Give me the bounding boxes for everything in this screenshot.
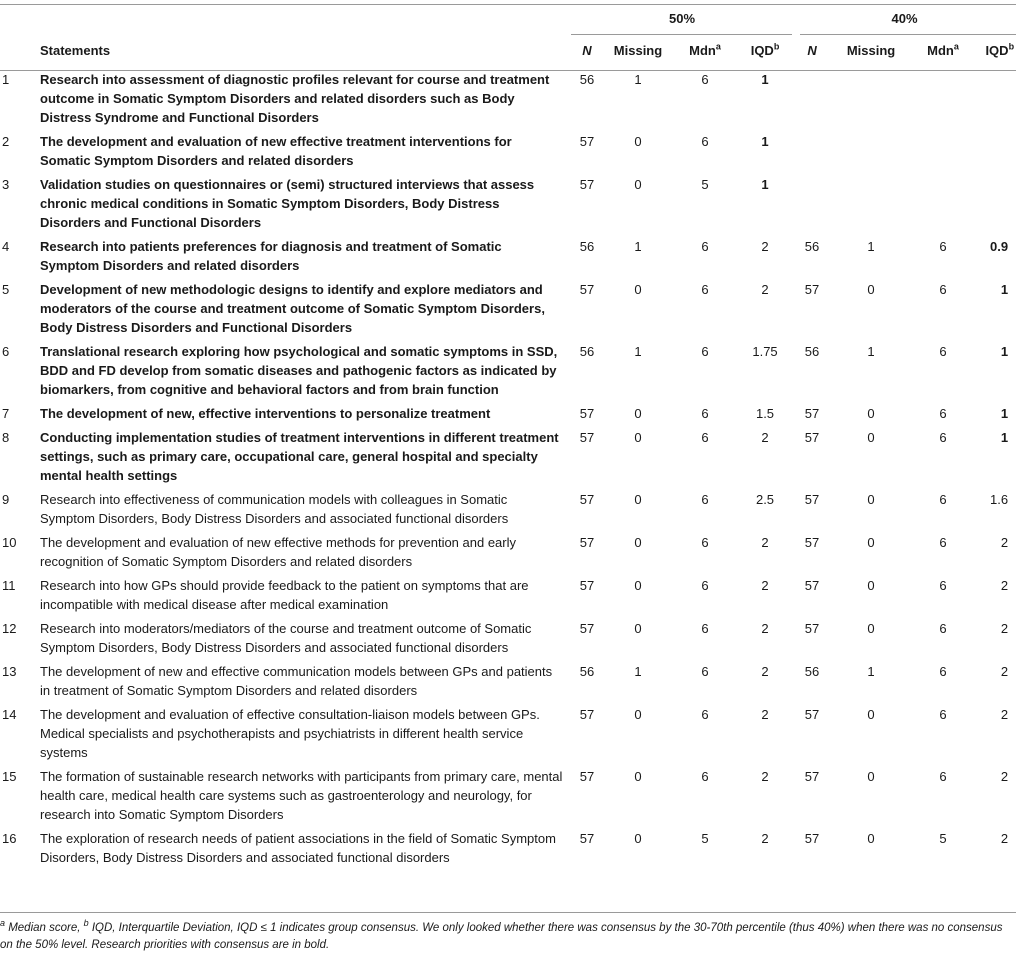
- header-missing-50: Missing: [613, 42, 663, 58]
- header-index: [0, 32, 40, 68]
- cell-missing-50: 1: [634, 664, 642, 679]
- cell-n-40: 57: [804, 621, 820, 636]
- cell-iqd-40: [975, 173, 1016, 235]
- row-index: 15: [2, 769, 17, 784]
- cell-missing-40: [831, 130, 911, 173]
- row-index: 13: [2, 664, 17, 679]
- cell-n-50: 57: [579, 406, 595, 421]
- row-index: 8: [2, 430, 10, 445]
- statement-text: The development of new and effective communication models between GPs and patients in treatment of Somatic Symptom Disorders and related disorders: [40, 664, 553, 698]
- cell-missing-50: 0: [634, 621, 642, 636]
- cell-n-50: 57: [579, 430, 595, 445]
- footnote-sup-a: a: [0, 918, 6, 929]
- cell-iqd-50: 2: [761, 239, 769, 254]
- cell-mdn-50: 6: [701, 134, 709, 149]
- cell-missing-40: 0: [867, 406, 875, 421]
- cell-n-50: 57: [579, 535, 595, 550]
- cell-n-40: 56: [804, 664, 820, 679]
- statement-text: The exploration of research needs of patient associations in the field of Somatic Symptom Disorders, Body Distress Disorders and associated functional disorders: [40, 831, 556, 865]
- cell-mdn-50: 6: [701, 239, 709, 254]
- cell-iqd-50: 2: [761, 831, 769, 846]
- row-index: 6: [2, 344, 10, 359]
- table-row: [0, 488, 1016, 531]
- cell-missing-40: 1: [867, 239, 875, 254]
- row-index: 2: [2, 134, 10, 149]
- cell-missing-50: 0: [634, 177, 642, 192]
- cell-n-50: 57: [579, 578, 595, 593]
- cell-iqd-40: 1: [1000, 282, 1009, 297]
- cell-missing-40: 0: [867, 707, 875, 722]
- cell-missing-50: 1: [634, 239, 642, 254]
- cell-iqd-50: 2: [761, 769, 769, 784]
- cell-n-40: 56: [804, 239, 820, 254]
- cell-mdn-50: 5: [701, 177, 709, 192]
- cell-mdn-50: 6: [701, 344, 709, 359]
- cell-n-50: 57: [579, 177, 595, 192]
- cell-iqd-40: 2: [1000, 535, 1009, 550]
- cell-n-40: 57: [804, 578, 820, 593]
- cell-n-40: 57: [804, 430, 820, 445]
- cell-mdn-50: 6: [701, 621, 709, 636]
- footnote-text-a: Median score,: [5, 922, 84, 934]
- cell-mdn-50: 6: [701, 707, 709, 722]
- cell-missing-40: 0: [867, 492, 875, 507]
- table-row: [0, 765, 1016, 827]
- cell-mdn-50: 5: [701, 831, 709, 846]
- cell-mdn-40: 6: [939, 578, 947, 593]
- cell-iqd-40: 2: [1000, 578, 1009, 593]
- cell-n-40: [793, 130, 831, 173]
- cell-n-50: 56: [579, 664, 595, 679]
- table-row: [0, 402, 1016, 426]
- cell-iqd-50: 1.75: [752, 344, 778, 359]
- row-index: 12: [2, 621, 17, 636]
- statement-text: Development of new methodologic designs to identify and explore mediators and moderators of the course and treatment outcome of Somatic Symptom Disorders, Body Distress Disorders and Functional Disorders: [40, 282, 545, 335]
- row-index: 5: [2, 282, 10, 297]
- cell-iqd-50: 1: [761, 177, 769, 192]
- header-missing-40: Missing: [846, 42, 896, 58]
- cell-iqd-40: [975, 68, 1016, 130]
- statement-text: Research into moderators/mediators of the course and treatment outcome of Somatic Symptom Disorders, Body Distress Disorders and associated functional disorders: [40, 621, 532, 655]
- cell-iqd-50: 1: [761, 134, 769, 149]
- header-iqd-label: IQD: [750, 42, 774, 58]
- cell-iqd-50: 2.5: [755, 492, 775, 507]
- cell-missing-50: 0: [634, 430, 642, 445]
- cell-iqd-50: 2: [761, 664, 769, 679]
- table-row: [0, 68, 1016, 130]
- cell-missing-50: 0: [634, 492, 642, 507]
- footnote-text-b: IQD, Interquartile Deviation, IQD ≤ 1 indicates group consensus. We only looked whether there was consensus by the 30-70th percentile (thus 40%) when there was no consensus on the 50% level. Research priorities with consensus are in bold.: [0, 922, 1003, 951]
- cell-n-40: 57: [804, 492, 820, 507]
- cell-mdn-50: 6: [701, 282, 709, 297]
- cell-n-50: 56: [579, 239, 595, 254]
- footnote-sup-b: b: [83, 918, 89, 929]
- cell-missing-50: 0: [634, 535, 642, 550]
- table-row: [0, 574, 1016, 617]
- cell-n-40: 57: [804, 769, 820, 784]
- cell-mdn-50: 6: [701, 578, 709, 593]
- header-iqd-40: [975, 32, 1016, 68]
- table-row: [0, 130, 1016, 173]
- statement-text: The development and evaluation of effective consultation-liaison models between GPs. Medical specialists and psychotherapists and psychiatrists in different health service systems: [40, 707, 540, 760]
- cell-mdn-40: 6: [939, 492, 947, 507]
- cell-iqd-40: [975, 130, 1016, 173]
- table-row: [0, 827, 1016, 870]
- cell-iqd-40: 1: [1000, 344, 1009, 359]
- header-statements: Statements: [40, 42, 111, 58]
- cell-iqd-40: 1.6: [989, 492, 1009, 507]
- cell-mdn-40: 6: [939, 535, 947, 550]
- cell-mdn-50: 6: [701, 664, 709, 679]
- header-spacer: [40, 0, 571, 32]
- cell-mdn-50: 6: [701, 769, 709, 784]
- footnote-marker-b: b: [1008, 41, 1015, 52]
- cell-missing-50: 0: [634, 578, 642, 593]
- header-spacer: [0, 0, 40, 32]
- cell-mdn-40: [911, 130, 975, 173]
- cell-iqd-40: 2: [1000, 707, 1009, 722]
- cell-missing-40: 0: [867, 831, 875, 846]
- header-mdn-40: [911, 32, 975, 68]
- cell-mdn-40: 6: [939, 282, 947, 297]
- cell-iqd-50: 2: [761, 578, 769, 593]
- statement-text: Translational research exploring how psychological and somatic symptoms in SSD, BDD and FD develop from somatic diseases and pathogenic factors as indicated by biomarkers, from cognitive and behavioral factors and from brain function: [40, 344, 558, 397]
- header-n-50: N: [582, 42, 592, 58]
- row-index: 4: [2, 239, 10, 254]
- cell-missing-50: 0: [634, 406, 642, 421]
- cell-iqd-40: 2: [1000, 664, 1009, 679]
- cell-mdn-50: 6: [701, 430, 709, 445]
- cell-mdn-40: 6: [939, 430, 947, 445]
- cell-missing-50: 0: [634, 134, 642, 149]
- header-iqd-label: IQD: [985, 42, 1009, 58]
- cell-n-40: 56: [804, 344, 820, 359]
- footnote-marker-b: b: [773, 41, 780, 52]
- row-index: 11: [2, 578, 16, 593]
- cell-missing-50: 0: [634, 707, 642, 722]
- cell-missing-40: 0: [867, 621, 875, 636]
- cell-missing-40: 0: [867, 769, 875, 784]
- statement-text: The development of new, effective interventions to personalize treatment: [40, 406, 491, 421]
- cell-mdn-40: 6: [939, 707, 947, 722]
- group-header-50: 50%: [669, 11, 696, 26]
- cell-iqd-40: 2: [1000, 831, 1009, 846]
- cell-iqd-50: 1: [761, 72, 769, 87]
- cell-iqd-40: 1: [1000, 406, 1009, 421]
- header-mdn-label: Mdn: [689, 42, 716, 58]
- cell-iqd-50: 2: [761, 535, 769, 550]
- statement-text: Validation studies on questionnaires or (semi) structured interviews that assess chronic medical conditions in Somatic Symptom Disorders, Body Distress Disorders and Functional Disorders: [40, 177, 535, 230]
- statement-text: Research into patients preferences for diagnosis and treatment of Somatic Symptom Disorders and related disorders: [40, 239, 502, 273]
- cell-missing-40: [831, 68, 911, 130]
- table-row: [0, 426, 1016, 488]
- cell-mdn-40: 6: [939, 769, 947, 784]
- cell-iqd-40: 0.9: [989, 239, 1009, 254]
- cell-n-50: 57: [579, 621, 595, 636]
- cell-n-40: 57: [804, 406, 820, 421]
- cell-missing-40: [831, 173, 911, 235]
- cell-n-50: 57: [579, 769, 595, 784]
- statement-text: Research into assessment of diagnostic profiles relevant for course and treatment outcome in Somatic Symptom Disorders and related disorders such as Body Distress Syndrome and Functional Disorders: [40, 72, 550, 125]
- cell-missing-50: 1: [634, 72, 642, 87]
- cell-n-50: 56: [579, 72, 595, 87]
- cell-n-40: [793, 68, 831, 130]
- cell-n-40: 57: [804, 707, 820, 722]
- cell-iqd-40: 2: [1000, 769, 1009, 784]
- cell-n-40: [793, 173, 831, 235]
- cell-missing-50: 1: [634, 344, 642, 359]
- table-row: [0, 235, 1016, 278]
- cell-iqd-50: 2: [761, 430, 769, 445]
- cell-n-50: 57: [579, 831, 595, 846]
- cell-iqd-40: 1: [1000, 430, 1009, 445]
- table-row: [0, 660, 1016, 703]
- cell-mdn-40: [911, 68, 975, 130]
- cell-mdn-40: 6: [939, 406, 947, 421]
- table-row: [0, 617, 1016, 660]
- cell-mdn-40: 6: [939, 239, 947, 254]
- row-index: 9: [2, 492, 10, 507]
- cell-missing-50: 0: [634, 831, 642, 846]
- header-mdn-label: Mdn: [927, 42, 954, 58]
- cell-iqd-50: 2: [761, 282, 769, 297]
- cell-iqd-40: 2: [1000, 621, 1009, 636]
- cell-n-50: 57: [579, 492, 595, 507]
- statement-text: The formation of sustainable research networks with participants from primary care, mental health care, medical health care systems such as gastroenterology and neurology, for research into Somatic Symptom Disorders: [40, 769, 563, 822]
- statement-text: The development and evaluation of new effective methods for prevention and early recognition of Somatic Symptom Disorders and related disorders: [40, 535, 517, 569]
- table-bottom-rule: [0, 912, 1016, 913]
- cell-missing-40: 0: [867, 535, 875, 550]
- row-index: 10: [2, 535, 17, 550]
- table-row: [0, 703, 1016, 765]
- statement-text: Research into effectiveness of communication models with colleagues in Somatic Symptom Disorders, Body Distress Disorders and associated functional disorders: [40, 492, 509, 526]
- cell-iqd-50: 1.5: [755, 406, 775, 421]
- table-body: [0, 68, 1016, 870]
- cell-mdn-50: 6: [701, 72, 709, 87]
- cell-n-50: 57: [579, 707, 595, 722]
- cell-missing-40: 1: [867, 344, 875, 359]
- cell-mdn-40: 5: [939, 831, 947, 846]
- table-row: [0, 531, 1016, 574]
- cell-missing-40: 0: [867, 430, 875, 445]
- cell-n-40: 57: [804, 282, 820, 297]
- cell-n-50: 57: [579, 134, 595, 149]
- footnote-marker-a: a: [715, 41, 721, 52]
- cell-mdn-50: 6: [701, 535, 709, 550]
- statement-text: The development and evaluation of new effective treatment interventions for Somatic Symptom Disorders and related disorders: [40, 134, 512, 168]
- cell-mdn-40: 6: [939, 664, 947, 679]
- table-row: [0, 340, 1016, 402]
- cell-mdn-50: 6: [701, 492, 709, 507]
- cell-n-40: 57: [804, 831, 820, 846]
- cell-mdn-50: 6: [701, 406, 709, 421]
- row-index: 16: [2, 831, 17, 846]
- header-iqd-50: [737, 32, 793, 68]
- group-header-40: 40%: [891, 11, 918, 26]
- row-index: 14: [2, 707, 17, 722]
- cell-iqd-50: 2: [761, 621, 769, 636]
- cell-n-50: 57: [579, 282, 595, 297]
- cell-missing-40: 0: [867, 282, 875, 297]
- table-row: [0, 173, 1016, 235]
- cell-mdn-40: [911, 173, 975, 235]
- row-index: 3: [2, 177, 10, 192]
- row-index: 1: [2, 72, 10, 87]
- cell-missing-50: 0: [634, 769, 642, 784]
- statement-text: Research into how GPs should provide feedback to the patient on symptoms that are incompatible with medical disease after medical examination: [40, 578, 529, 612]
- row-index: 7: [2, 406, 10, 421]
- cell-mdn-40: 6: [939, 344, 947, 359]
- cell-missing-40: 1: [867, 664, 875, 679]
- cell-n-50: 56: [579, 344, 595, 359]
- cell-mdn-40: 6: [939, 621, 947, 636]
- cell-missing-50: 0: [634, 282, 642, 297]
- footnote-marker-a: a: [953, 41, 959, 52]
- cell-n-40: 57: [804, 535, 820, 550]
- table-footnote: [0, 920, 1010, 954]
- statement-text: Conducting implementation studies of treatment interventions in different treatment settings, such as primary care, occupational care, general hospital and specialty mental health settings: [40, 430, 559, 483]
- cell-missing-40: 0: [867, 578, 875, 593]
- header-n-40: N: [807, 42, 817, 58]
- table-row: [0, 278, 1016, 340]
- cell-iqd-50: 2: [761, 707, 769, 722]
- header-mdn-50: [673, 32, 737, 68]
